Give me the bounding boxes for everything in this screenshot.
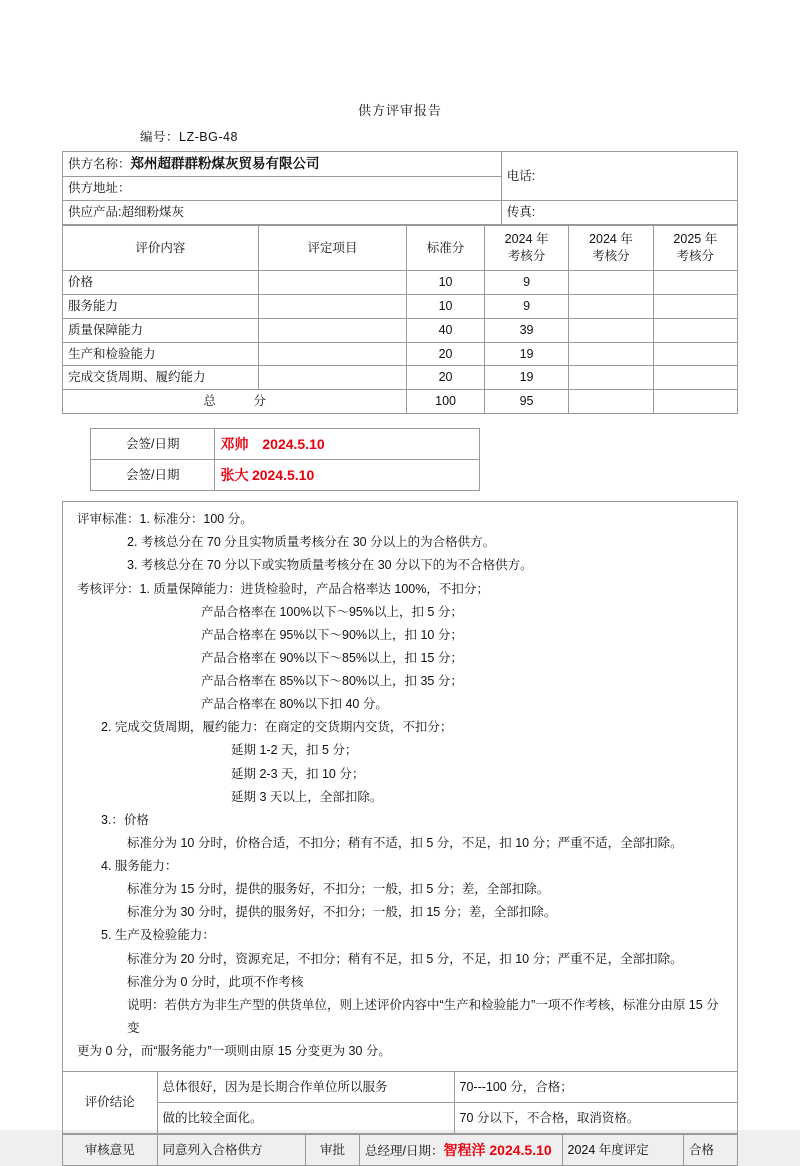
document-code-label: 编号：: [140, 130, 180, 144]
criteria-line: 说明：若供方为非生产型的供货单位，则上述评价内容中“生产和检验能力”一项不作考核，标准分由原 15 分变: [127, 997, 719, 1035]
document-code-value: LZ-BG-48: [179, 130, 238, 144]
review-opinion-value: 同意列入合格供方: [157, 1135, 306, 1166]
score-row-year2: [569, 294, 653, 318]
criteria-line: 2. 考核总分在 70 分且实物质量考核分在 30 分以上的为合格供方。: [127, 535, 496, 550]
table-row: [63, 318, 738, 342]
criteria-line: 3.：价格: [101, 812, 149, 827]
criteria-line: 标准分为 15 分时，提供的服务好，不扣分；一般，扣 5 分；差，全部扣除。: [127, 882, 550, 897]
conclusion-rule-line2: 70 分以下，不合格，取消资格。: [454, 1103, 738, 1134]
signature-name: 邓帅: [220, 435, 249, 452]
score-row-content: 完成交货周期、履约能力: [63, 366, 259, 390]
criteria-line: 产品合格率在 90%以下～85%以上，扣 15 分；: [201, 650, 463, 665]
col-header-year1: [484, 225, 568, 270]
supplier-address-cell: [63, 177, 502, 201]
conclusion-rule-line1: 70---100 分，合格；: [454, 1072, 738, 1103]
supplier-product-label: 供应产品:: [68, 205, 122, 220]
review-opinion-label: 审核意见: [63, 1135, 158, 1166]
supplier-name-cell: [63, 152, 502, 177]
score-row-content: 价格: [63, 270, 259, 294]
document-code: [140, 127, 738, 145]
table-row: [63, 1135, 738, 1166]
criteria-line: 评审标准：1. 标准分：100 分。: [77, 512, 253, 527]
score-row-year2: [569, 270, 653, 294]
col-header-year2-line2: 考核分: [592, 248, 630, 263]
manager-signature: 智程洋 2024.5.10: [443, 1141, 552, 1158]
col-header-year3-line2: 考核分: [676, 248, 715, 263]
col-header-year1-line2: 考核分: [507, 248, 546, 263]
table-row: [63, 152, 738, 177]
score-row-item: [258, 366, 407, 390]
score-row-year2: [569, 318, 653, 342]
table-row: [91, 429, 480, 460]
col-header-standard: 标准分: [407, 225, 485, 270]
table-row: [63, 1103, 738, 1134]
score-row-item: [258, 294, 407, 318]
signature-cell: [215, 460, 480, 491]
criteria-line: 延期 2-3 天，扣 10 分；: [231, 766, 365, 781]
table-row: [63, 1072, 738, 1103]
supplier-phone-cell: [501, 152, 737, 201]
col-header-item: 评定项目: [258, 225, 407, 270]
table-row: [63, 342, 738, 366]
total-year1: 95: [484, 390, 568, 414]
score-row-year3: [653, 366, 737, 390]
page-title: 供方评审报告: [357, 103, 442, 118]
score-row-content: 生产和检验能力: [63, 342, 259, 366]
criteria-line: 2. 完成交货周期，履约能力：在商定的交货期内交货，不扣分；: [101, 720, 453, 735]
table-total-row: [63, 390, 738, 414]
criteria-line: 产品合格率在 85%以下～80%以上，扣 35 分；: [201, 674, 463, 689]
signature-date: 2024.5.10: [251, 466, 315, 483]
table-row: [63, 201, 738, 225]
year-assessment-value: 合格: [684, 1135, 738, 1166]
score-row-standard: 20: [407, 366, 485, 390]
signature-cell: [215, 429, 480, 460]
table-row: [63, 294, 738, 318]
conclusion-label: 评价结论: [63, 1072, 158, 1134]
table-header-row: [63, 225, 738, 270]
criteria-line: 标准分为 10 分时，价格合适，不扣分；稍有不适，扣 5 分，不足，扣 10 分；严重不适，全部扣除。: [127, 835, 683, 850]
score-row-standard: 10: [407, 270, 485, 294]
signature-table: [90, 428, 480, 491]
table-row: [63, 270, 738, 294]
col-header-year2: [569, 225, 653, 270]
criteria-line: 更为 0 分，而“服务能力”一项则由原 15 分变更为 30 分。: [77, 1044, 391, 1059]
score-table: [62, 225, 738, 414]
criteria-line: 4. 服务能力：: [101, 859, 178, 874]
supplier-name-label: 供方名称：: [68, 157, 131, 171]
approve-label: 审批: [306, 1135, 360, 1166]
col-header-year3-line1: 2025 年: [673, 232, 718, 247]
total-standard: 100: [407, 390, 485, 414]
score-row-standard: 40: [407, 318, 485, 342]
col-header-year2-line1: 2024 年: [589, 232, 633, 247]
supplier-info-table: [62, 151, 738, 225]
score-row-year3: [653, 270, 737, 294]
conclusion-table: [62, 1071, 738, 1134]
conclusion-text-line2: 做的比较全面化。: [157, 1103, 454, 1134]
criteria-block: [62, 501, 738, 1071]
score-row-year1: 19: [484, 366, 568, 390]
criteria-line: 标准分为 20 分时，资源充足，不扣分；稍有不足，扣 5 分，不足，扣 10 分；严重不足，全部扣除。: [127, 951, 683, 966]
col-header-year1-line1: 2024 年: [504, 232, 549, 247]
table-row: [91, 460, 480, 491]
report-sheet: [62, 100, 738, 1166]
supplier-address-label: 供方地址：: [68, 181, 131, 196]
score-row-year1: 9: [484, 270, 568, 294]
criteria-line: 产品合格率在 95%以下～90%以上，扣 10 分；: [201, 627, 463, 642]
year-assessment-label: 2024 年度评定: [562, 1135, 684, 1166]
col-header-year3: [653, 225, 737, 270]
criteria-line: 延期 3 天以上，全部扣除。: [231, 789, 383, 804]
criteria-line: 延期 1-2 天，扣 5 分；: [231, 743, 358, 758]
score-row-year1: 39: [484, 318, 568, 342]
score-row-year1: 19: [484, 342, 568, 366]
score-row-item: [258, 342, 407, 366]
criteria-line: 产品合格率在 80%以下扣 40 分。: [201, 697, 388, 712]
score-row-year1: 9: [484, 294, 568, 318]
table-row: [63, 366, 738, 390]
criteria-line: 5. 生产及检验能力：: [101, 928, 215, 943]
signature-date: 2024.5.10: [262, 435, 325, 452]
supplier-product-cell: [63, 201, 502, 225]
score-row-year3: [653, 342, 737, 366]
manager-label: 总经理/日期：: [365, 1143, 444, 1158]
score-row-content: 质量保障能力: [63, 318, 259, 342]
signature-label: 会签/日期: [91, 429, 215, 460]
approval-table: [62, 1134, 738, 1166]
criteria-line: 标准分为 0 分时，此项不作考核: [127, 974, 304, 989]
criteria-line: 3. 考核总分在 70 分以下或实物质量考核分在 30 分以下的为不合格供方。: [127, 558, 533, 573]
conclusion-text-line1: 总体很好，因为是长期合作单位所以服务: [157, 1072, 454, 1103]
col-header-content: 评价内容: [63, 225, 259, 270]
criteria-line: 考核评分：1. 质量保障能力：进货检验时，产品合格率达 100%，不扣分；: [77, 581, 489, 596]
total-label: 总 分: [63, 390, 407, 414]
supplier-fax-cell: [501, 201, 737, 225]
manager-cell: [360, 1135, 563, 1166]
signature-name: 张大: [220, 466, 249, 483]
score-row-year2: [569, 366, 653, 390]
supplier-product-value: 超细粉煤灰: [121, 205, 184, 220]
signature-label: 会签/日期: [91, 460, 215, 491]
criteria-line: 产品合格率在 100%以下～95%以上，扣 5 分；: [201, 604, 463, 619]
score-row-standard: 10: [407, 294, 485, 318]
score-row-item: [258, 270, 407, 294]
score-row-year3: [653, 294, 737, 318]
supplier-fax-label: 传真:: [506, 205, 536, 220]
criteria-line: 标准分为 30 分时，提供的服务好，不扣分；一般，扣 15 分；差，全部扣除。: [127, 905, 557, 920]
score-row-item: [258, 318, 407, 342]
score-row-content: 服务能力: [63, 294, 259, 318]
score-row-year2: [569, 342, 653, 366]
supplier-phone-label: 电话:: [506, 168, 536, 183]
total-year3: [653, 390, 737, 414]
score-row-year3: [653, 318, 737, 342]
supplier-name-value: 郑州超群群粉煤灰贸易有限公司: [130, 156, 320, 171]
total-year2: [569, 390, 653, 414]
score-row-standard: 20: [407, 342, 485, 366]
